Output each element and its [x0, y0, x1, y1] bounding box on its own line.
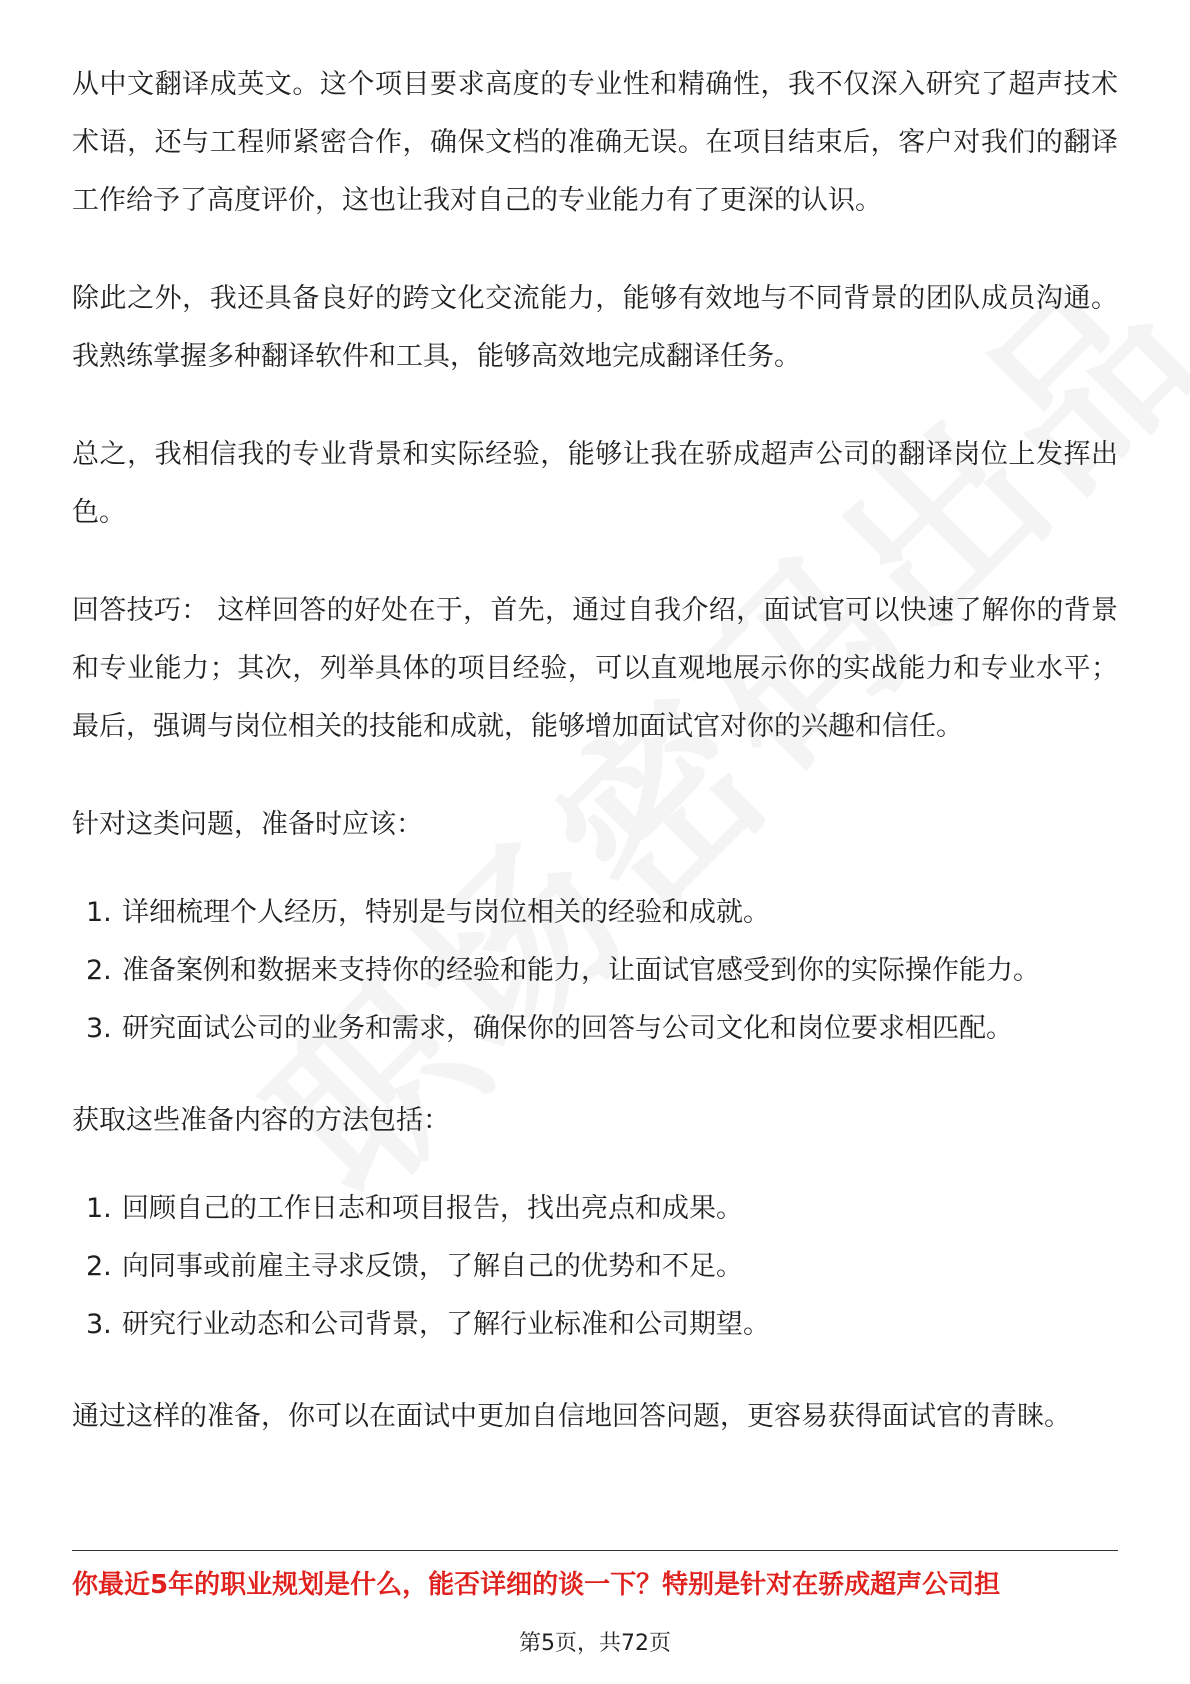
list-number: 3. — [86, 1309, 112, 1340]
paragraph-methods-intro: 获取这些准备内容的方法包括： — [72, 1105, 450, 1136]
paragraph-conclusion: 总之，我相信我的专业背景和实际经验，能够让我在骄成超声公司的翻译岗位上发挥出色。 — [72, 439, 1118, 528]
list-item — [72, 1180, 1118, 1238]
list-text: 研究行业动态和公司背景，了解行业标准和公司期望。 — [122, 1309, 770, 1340]
page-number: 第5页，共72页 — [519, 1631, 671, 1656]
paragraph-cross-cultural-skills: 除此之外，我还具备良好的跨文化交流能力，能够有效地与不同背景的团队成员沟通。我熟练掌握多种翻译软件和工具，能够高效地完成翻译任务。 — [72, 283, 1118, 372]
list-text: 研究面试公司的业务和需求，确保你的回答与公司文化和岗位要求相匹配。 — [122, 1013, 1013, 1044]
list-number: 3. — [86, 1013, 112, 1044]
paragraph-answer-tips: 回答技巧： 这样回答的好处在于，首先，通过自我介绍，面试官可以快速了解你的背景和专业能力；其次，列举具体的项目经验，可以直观地展示你的实战能力和专业水平；最后，强调与岗位相关的技能和成就，能够增加面试官对你的兴趣和信任。 — [72, 595, 1118, 742]
list-item — [72, 1238, 1118, 1296]
list-item — [72, 884, 1118, 942]
list-text: 向同事或前雇主寻求反馈，了解自己的优势和不足。 — [122, 1251, 743, 1282]
paragraph-project-experience: 从中文翻译成英文。这个项目要求高度的专业性和精确性，我不仅深入研究了超声技术术语，还与工程师紧密合作，确保文档的准确无误。在项目结束后，客户对我们的翻译工作给予了高度评价，这也让我对自己的专业能力有了更深的认识。 — [72, 69, 1118, 216]
list-text: 准备案例和数据来支持你的经验和能力，让面试官感受到你的实际操作能力。 — [122, 955, 1040, 986]
list-item — [72, 1296, 1118, 1354]
list-text: 回顾自己的工作日志和项目报告，找出亮点和成果。 — [122, 1193, 743, 1224]
list-item — [72, 942, 1118, 1000]
divider — [72, 1550, 1118, 1551]
list-number: 2. — [86, 1251, 112, 1282]
list-number: 2. — [86, 955, 112, 986]
document-body — [72, 56, 1118, 1486]
next-question-heading: 你最近5年的职业规划是什么，能否详细的谈一下？特别是针对在骄成超声公司担 — [72, 1570, 1001, 1600]
paragraph-closing: 通过这样的准备，你可以在面试中更加自信地回答问题，更容易获得面试官的青睐。 — [72, 1401, 1071, 1432]
list-item — [72, 1000, 1118, 1058]
paragraph-prep-intro: 针对这类问题，准备时应该： — [72, 809, 423, 840]
list-text: 详细梳理个人经历，特别是与岗位相关的经验和成就。 — [122, 897, 770, 928]
list-number: 1. — [86, 1193, 112, 1224]
list-number: 1. — [86, 897, 112, 928]
prep-list — [72, 884, 1118, 1058]
method-list — [72, 1180, 1118, 1354]
